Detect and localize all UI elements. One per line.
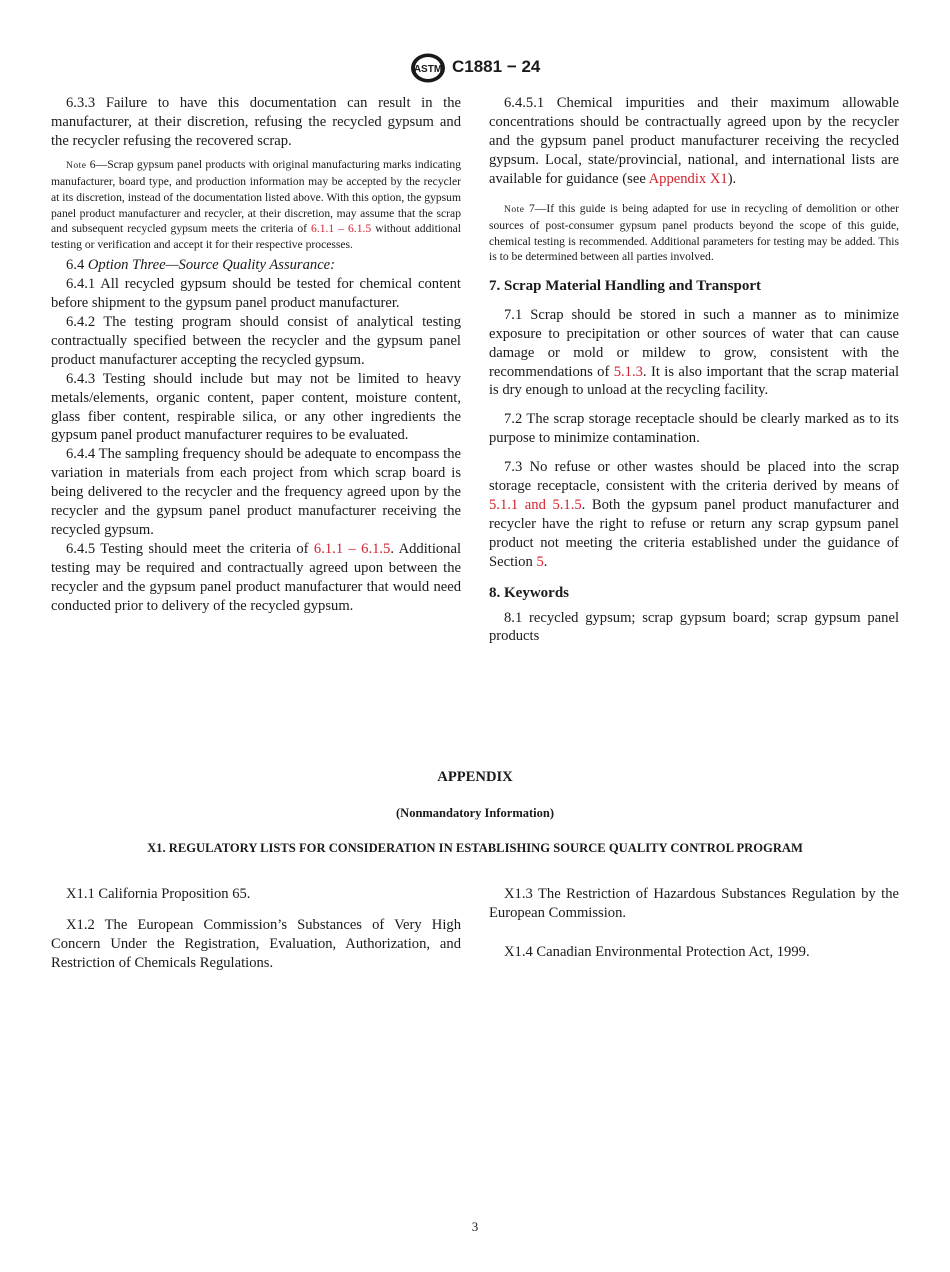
left-column (51, 94, 461, 616)
appendix-subtitle: (Nonmandatory Information) (396, 806, 554, 820)
document-id: C1881 − 24 (452, 57, 541, 76)
note-label: Note (504, 204, 525, 215)
section-title-6-4: Option Three—Source Quality Assurance: (87, 257, 336, 274)
right-column (489, 94, 899, 646)
paragraph-6-4-4: 6.4.4 The sampling frequency should be adequate to encompass the variation in materials from each project from which scrap board is being delivered to the recycler and the frequency agreed upon by the recycler and the gypsum panel product manufacturer receiving the recycled gypsum. (51, 446, 461, 538)
link-appendix-x1[interactable]: Appendix X1 (648, 170, 728, 187)
paragraph-6-4-1: 6.4.1 All recycled gypsum should be tested for chemical content before shipment to the gypsum panel product manufacturer. (51, 276, 461, 312)
link-6-1-1-6-1-5-b[interactable]: 6.1.1 – 6.1.5 (313, 540, 391, 557)
page-number: 3 (471, 1219, 479, 1234)
note-7: Note 7—If this guide is being adapted for use in recycling of demolition or other sources of post-consumer gypsum panel products beyond the scope of this guide, chemical testing is recommended. Additional parameters for testing may be added. This is to be determined between all parties involved. (489, 201, 899, 264)
paragraph-8-1: 8.1 recycled gypsum; scrap gypsum board; scrap gypsum panel products (489, 609, 899, 645)
paragraph-x1-2: X1.2 The European Commission’s Substances of Very High Concern Under the Registration, Evaluation, Authorization, and Restriction of Chemicals Regulations. (51, 916, 461, 971)
section-heading-8: 8. Keywords (489, 584, 569, 601)
link-5-1-1-and-5-1-5[interactable]: 5.1.1 and 5.1.5 (489, 496, 582, 513)
link-6-1-1-6-1-5[interactable]: 6.1.1 – 6.1.5 (311, 222, 372, 236)
paragraph-6-4-3: 6.4.3 Testing should include but may not be limited to heavy metals/elements, organic content, paper content, moisture content, glass fiber content, respirable silica, or any other ingredients the gypsum panel product manufacturer requires to be evaluated. (51, 370, 461, 444)
paragraph-6-4-2: 6.4.2 The testing program should consist of analytical testing contractually specified between the recycler and the gypsum panel product manufacturer accepting the recycled gypsum. (51, 314, 461, 368)
logo-text: ASTM (413, 64, 443, 75)
paragraph-x1-3: X1.3 The Restriction of Hazardous Substances Regulation by the European Commission. (489, 886, 899, 921)
paragraph-6-4-5: 6.4.5 Testing should meet the criteria of 6.1.1 – 6.1.5. Additional testing may be required and contractually agreed upon between the recycler and the gypsum panel product manufacturer that would need conducted prior to delivery of the recycled gypsum. (51, 540, 462, 614)
section-heading-7: 7. Scrap Material Handling and Transport (489, 277, 761, 294)
paragraph-7-3: 7.3 No refuse or other wastes should be placed into the scrap storage receptacle, consistent with the criteria derived by means of 5.1.1 and 5.1.5. Both the gypsum panel product manufacturer and recycler have the right to refuse or return any scrap gypsum panel product not meeting the criteria established under the guidance of Section 5. (489, 459, 899, 570)
link-section-5[interactable]: 5 (536, 553, 544, 570)
appendix-title: APPENDIX (437, 769, 513, 785)
paragraph-7-2: 7.2 The scrap storage receptacle should be clearly marked as to its purpose to minimize contamination. (489, 411, 899, 447)
paragraph-x1-1: X1.1 California Proposition 65. (66, 886, 251, 902)
appendix-right-column (489, 885, 899, 962)
note-6: Note 6—Scrap gypsum panel products with original manufacturing marks indicating manufacturer, board type, and production information may be accepted by the recycler at its discretion, instead of the documentation listed above. With this option, the gypsum panel product manufacturer and recycler, at their discretion, may assume that the scrap and subsequent recycled gypsum meets the criteria of 6.1.1 – 6.1.5 without additional testing or verification and accept it for their respective processes. (51, 157, 461, 251)
paragraph-6-4: 6.4 Option Three—Source Quality Assurance: (66, 257, 336, 274)
paragraph-6-4-5-1: 6.4.5.1 Chemical impurities and their maximum allowable concentrations should be contractually agreed upon by the recycler and the gypsum panel product manufacturer receiving the recycled gypsum. Local, state/provincial, national, and international lists are available for guidance (see Appendix X1). (489, 95, 899, 187)
note-label: Note (66, 160, 87, 171)
appendix-x1-title: X1. REGULATORY LISTS FOR CONSIDERATION IN ESTABLISHING SOURCE QUALITY CONTROL PROGRAM (147, 841, 803, 855)
paragraph-6-3-3: 6.3.3 Failure to have this documentation can result in the manufacturer, at their discretion, refusing the recycled gypsum and the recycler refusing the recovered scrap. (51, 95, 461, 149)
appendix-left-column (51, 885, 461, 973)
astm-logo-icon (409, 52, 447, 84)
paragraph-7-1: 7.1 Scrap should be stored in such a manner as to minimize exposure to precipitation or other sources of water that can cause damage or mold or mildew to grow, consistent with the recommendations of 5.1.3. It is also important that the scrap material is dry enough to unload at the recycling facility. (489, 306, 900, 399)
page-header (0, 52, 950, 84)
paragraph-x1-4: X1.4 Canadian Environmental Protection Act, 1999. (504, 943, 810, 960)
link-5-1-3[interactable]: 5.1.3 (613, 363, 643, 380)
